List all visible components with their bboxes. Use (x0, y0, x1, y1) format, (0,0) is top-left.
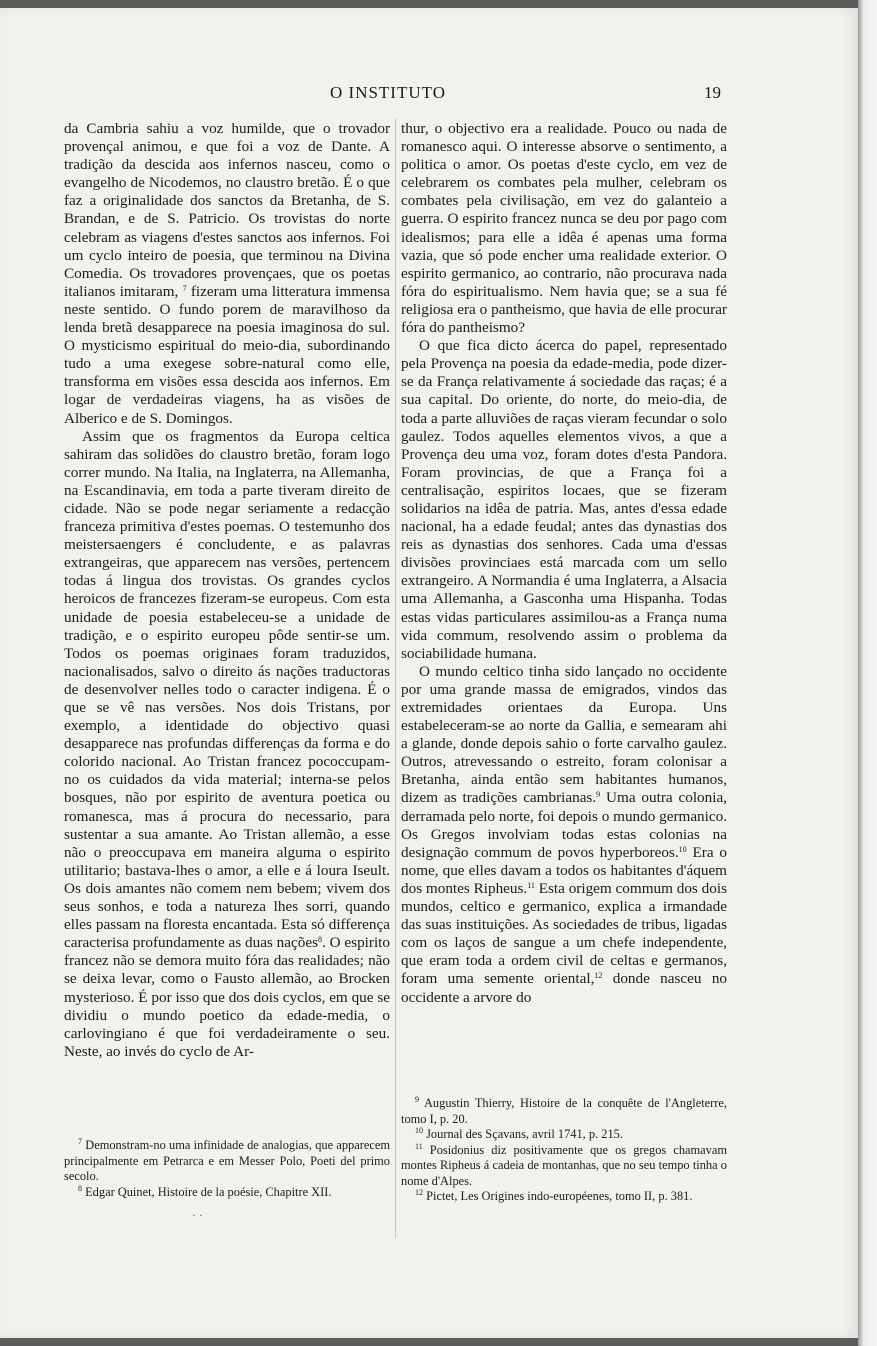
running-title: O INSTITUTO (330, 83, 446, 102)
footnote: $^8$ Edgar Quinet, Histoire de la poésie, Chapitre XII. (78, 1183, 332, 1199)
left-column (64, 120, 390, 1061)
column-divider (395, 118, 396, 1238)
footnote: $^{11}$ Posidonius diz positivamente que os gregos chamavam montes Ripheus á cadeia de montanhas, que no seu tempo tinha o nome d'Alpes. (401, 1141, 727, 1188)
footnotes-left (64, 1138, 390, 1200)
paragraph: Assim que os fragmentos da Europa celtica sahiram das solidões do claustro bretão, foram logo correr mundo. Na Italia, na Inglaterra, na Allemanha, na Escandinavia, em toda a parte tiveram direito de cidade. Não se pode negar seriamente a redacção franceza primitiva d'estes poemas. O testemunho dos meistersaengers é concludente, e as palavras extrangeiras, que apparecem nas versões, pertencem todas á lingua dos trovistas. Os grandes cyclos heroicos de francezes fizeram-se europeus. Com esta unidade de poesia estabeleceu-se a unidade de tradição, e o espirito europeu pôde sentir-se um. Todos os poemas originaes foram traduzidos, nacionalisados, salvo o direito ás nações traductoras de desenvolver nelles todo o caracter indigena. É o que se vê nas versões. Nos dois Tristans, por exemplo, a identidade do objectivo quasi desapparece nas profundas differenças da forma e do colorido nacional. Ao Tristan francez pococcupam-no os cuidados da vida material; interna-se pelos bosques, não por espirito de aventura poetica ou romanesca, mas á procura do necessario, para sustentar a sua amante. Ao Tristan allemão, a esse não o preoccupava em maneira alguma o espirito utilitario; bastava-lhes o amor, a elle e á loura Iseult. Os dois amantes não comem nem bebem; vivem dos seus sonhos, e toda a natureza lhes sorri, quando elles passam na floresta encantada. Esta só differença caracterisa profundamente as duas nações$^8$. O espirito francez não se demora muito fóra das realidades; não se deixa levar, como o Fausto allemão, ao Brocken mysterioso. É por isso que dos dois cyclos, em que se dividiu o mundo poetico da edade-media, o carlovingiano é que foi verdadeiramente o seu. Neste, ao invés do cyclo de Ar- (64, 427, 390, 1060)
paragraph: O que fica dicto ácerca do papel, representado pela Provença na poesia da edade-media, pode dizer-se da França relativamente á sociedade das raças; é a sua capital. Do oriente, do norte, do meio-dia, de toda a parte alluviões de raças vieram fecundar o solo gaulez. Todos aquelles elementos vivos, a que a Provença deu uma voz, foram dotes d'esta Pandora. Foram provincias, de que a França foi a centralisação, espiritos locaes, que se fizeram solidarios na idêa de patria. Mas, antes d'essa edade nacional, ha a edade feudal; antes das dynastias dos reis as dynastias dos senhores. Cada uma d'essas divisões provinciaes está marcada com um sello extrangeiro. A Normandia é uma Inglaterra, a Alsacia uma Allemanha, a Gasconha uma Hispanha. Todas estas vidas particulares assimilou-as a França numa vida commum, resolvendo assim o problema da sociabilidade humana. (401, 337, 727, 662)
footnote-ref: 11 (527, 880, 535, 890)
page-edge-shadow (858, 0, 877, 1346)
footnotes-right (401, 1096, 727, 1205)
page-number: 19 (704, 83, 721, 102)
scanned-page (0, 8, 858, 1338)
footnote-ref: 12 (594, 971, 603, 981)
footnote: $^{12}$ Pictet, Les Origines indo-européenes, tomo II, p. 381. (415, 1188, 693, 1203)
footnote-ref: 10 (678, 844, 687, 854)
footnote-ref: 8 (318, 935, 322, 945)
footnote-ref: 9 (596, 790, 601, 800)
paragraph: thur, o objectivo era a realidade. Pouco ou nada de romanesco aqui. O interesse absorve o sentimento, a politica o amor. Os poetas d'este cyclo, em vez de celebrarem os combates pela mulher, celebram os combates pela civilisação, em vez do galanteio a guerra. O espirito francez nunca se deu por pago com idealismos; para elle a idêa é apenas uma forma vazia, que só pode encher uma realidade exterior. O espirito germanico, ao contrario, não procurava nada fóra do espiritualismo. Nem havia que; se a sua fé religiosa era o pantheismo, que havia de elle procurar fóra do pantheismo? (401, 120, 727, 337)
print-speck: · · (192, 1208, 203, 1222)
paragraph: da Cambria sahiu a voz humilde, que o trovador provençal animou, e que foi a voz de Dante. A tradição da descida aos infernos nasceu, como o evangelho de Nicodemos, no claustro bretão. É o que faz a originalidade dos sanctos da Bretanha, de S. Brandan, e de S. Patricio. Os trovistas do norte celebram as viagens d'estes sanctos aos infernos. Foi um cyclo inteiro de poesia, que terminou na Divina Comedia. Os trovadores provençaes, que os poetas italianos imitaram, $^7$ fizeram uma litteratura immensa neste sentido. O fundo porem de maravilhoso da lenda bretã desapparece na poesia imaginosa do sul. O mysticismo espiritual do meio-dia, subordinando tudo a uma exegese sobre-natural como elle, transforma em visões essa descida aos infernos. Em logar de verdadeiras viagens, ha as visões de Alberico e de S. Domingos. (64, 120, 391, 427)
footnote: $^7$ Demonstram-no uma infinidade de analogias, que apparecem principalmente em Petrarca e em Messer Polo, Poeti del primo secolo. (64, 1137, 390, 1183)
paragraph: O mundo celtico tinha sido lançado no occidente por uma grande massa de emigrados, vindos das extremidades orientaes da Europa. Uns estabeleceram-se ao norte da Gallia, e semearam ahi a glande, donde depois sahio o forte carvalho gaulez. Outros, atrevessando o estreito, foram colonisar a Bretanha, ainda então sem habitantes humanos, dizem as tradições cambrianas.$^9$ Uma outra colonia, derramada pelo norte, foi depois o mundo germanico. Os Gregos involviam todas estas colonias na designação commum de povos hyperboreos.$^{10}$ Era o nome, que elles davam a todos os habitantes d'áquem dos montes Ripheus.$^{11}$ Esta origem commum dos dois mundos, celtico e germanico, explica a irmandade das suas instituições. As sociedades de tribus, ligadas com os laços de sangue a um chefe independente, que eram toda a ordem civil de celtas e germanos, foram uma semente oriental,$^{12}$ donde nasceu no occidente a arvore do (401, 662, 728, 1006)
footnote: $^{10}$ Journal des Sçavans, avril 1741, p. 215. (415, 1126, 623, 1141)
page-header (0, 83, 858, 107)
right-column (401, 120, 727, 1007)
footnote-ref: 7 (182, 283, 187, 293)
footnote: $^9$ Augustin Thierry, Histoire de la conquête de l'Angleterre, tomo I, p. 20. (401, 1095, 727, 1126)
